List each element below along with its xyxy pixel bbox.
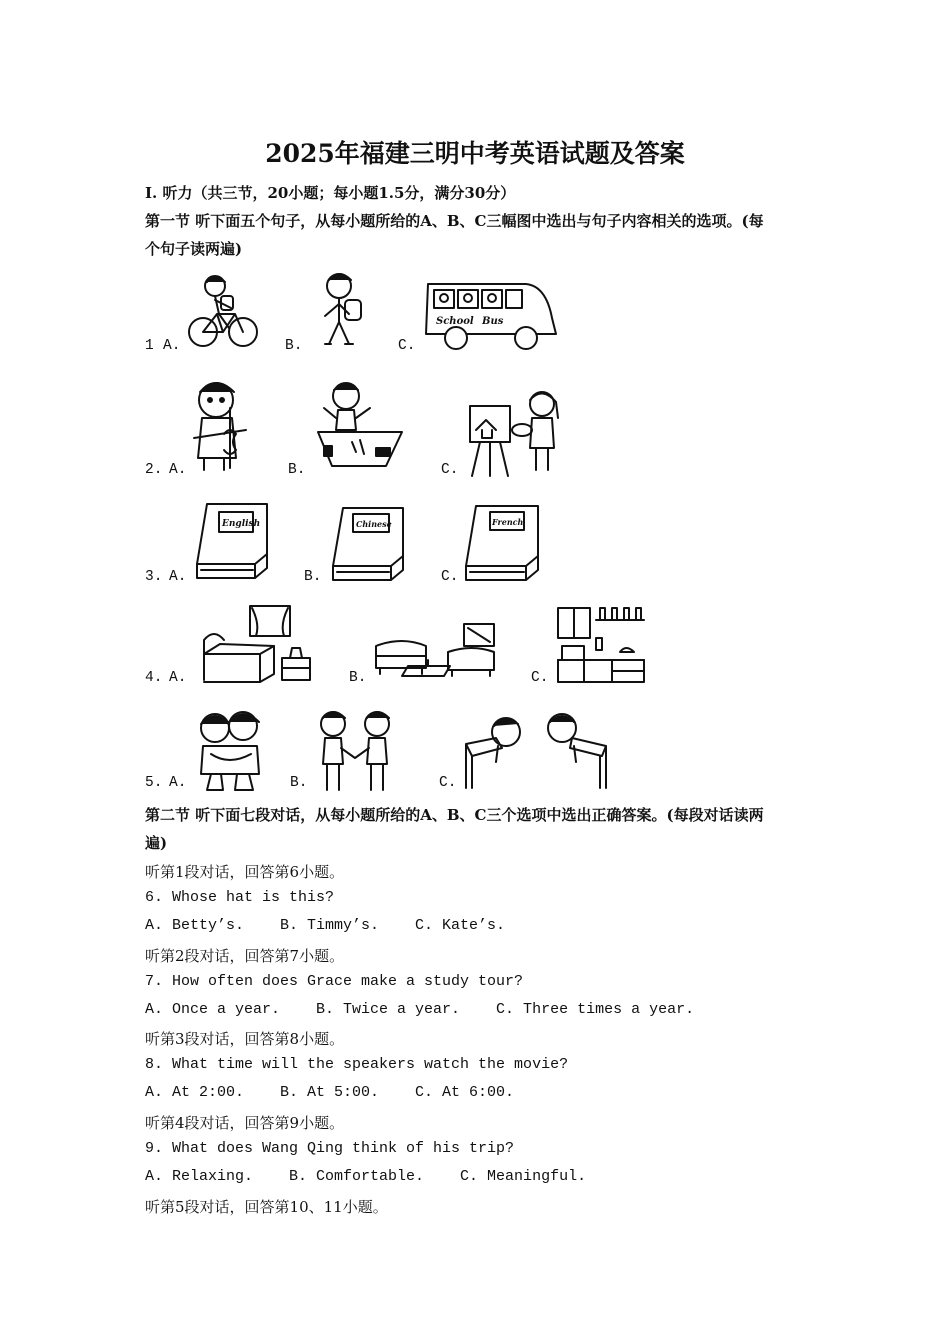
bus-text: School xyxy=(436,316,474,327)
french-book-icon xyxy=(462,502,542,584)
option-label: A. xyxy=(169,569,187,585)
answer-options: A. Betty’s. B. Timmy’s. C. Kate’s. xyxy=(145,917,506,934)
bus-text: Bus xyxy=(482,316,504,327)
option-label: C. xyxy=(441,462,459,478)
part2-instruction: 第二节 听下面七段对话，从每小题所给的A、B、C三个选项中选出正确答案。(每段对话读两 xyxy=(145,806,764,824)
question-text: 8. What time will the speakers watch the movie? xyxy=(145,1056,569,1073)
boy-playing-cello-icon xyxy=(190,378,252,474)
part1-instruction: 第一节 听下面五个句子，从每小题所给的A、B、C三幅图中选出与句子内容相关的选项。(每 xyxy=(145,212,764,230)
boy-riding-bike-icon xyxy=(185,272,260,354)
book-title: Chinese xyxy=(356,519,392,529)
living-room-icon xyxy=(372,622,500,686)
page-title: 2025年福建三明中考英语试题及答案 xyxy=(265,139,685,168)
girl-painting-at-easel-icon xyxy=(466,386,566,478)
answer-options: A. At 2:00. B. At 5:00. C. At 6:00. xyxy=(145,1084,515,1101)
book-title: English xyxy=(222,519,261,529)
answer-options: A. Once a year. B. Twice a year. C. Three times a year. xyxy=(145,1001,695,1018)
option-label: C. xyxy=(439,775,457,791)
english-book-icon xyxy=(193,500,271,582)
book-title: French xyxy=(492,517,524,527)
question-number: 1 xyxy=(145,338,154,354)
question-text: 9. What does Wang Qing think of his trip? xyxy=(145,1140,515,1157)
option-label: A. xyxy=(169,670,187,686)
chinese-book-icon xyxy=(329,504,407,584)
people-shaking-hands-icon xyxy=(313,708,397,792)
option-label: A. xyxy=(169,775,187,791)
school-bus-icon xyxy=(422,278,562,354)
question-number: 4. xyxy=(145,670,163,686)
question-number: 2. xyxy=(145,462,163,478)
dialogue-intro: 听第2段对话，回答第7小题。 xyxy=(145,947,345,965)
option-label: C. xyxy=(398,338,416,354)
option-label: B. xyxy=(288,462,306,478)
question-text: 6. Whose hat is this? xyxy=(145,889,335,906)
option-label: B. xyxy=(304,569,322,585)
option-label: A. xyxy=(163,338,181,354)
dialogue-intro: 听第3段对话，回答第8小题。 xyxy=(145,1030,345,1048)
dialogue-intro: 听第4段对话，回答第9小题。 xyxy=(145,1114,345,1132)
kitchen-icon xyxy=(554,604,649,686)
option-label: C. xyxy=(531,670,549,686)
section-heading-listening: Ⅰ. 听力（共三节，20小题；每小题1.5分，满分30分） xyxy=(145,184,516,202)
bedroom-icon xyxy=(200,604,315,686)
question-number: 5. xyxy=(145,775,163,791)
question-number: 3. xyxy=(145,569,163,585)
boy-walking-icon xyxy=(315,270,370,352)
boy-painting-icon xyxy=(316,378,411,468)
dialogue-intro: 听第5段对话，回答第10、11小题。 xyxy=(145,1198,388,1216)
option-label: C. xyxy=(441,569,459,585)
option-label: A. xyxy=(169,462,187,478)
option-label: B. xyxy=(349,670,367,686)
question-text: 7. How often does Grace make a study tour? xyxy=(145,973,524,990)
option-label: B. xyxy=(285,338,303,354)
dialogue-intro: 听第1段对话，回答第6小题。 xyxy=(145,863,345,881)
part1-instruction-cont: 个句子读两遍) xyxy=(145,240,243,258)
people-hugging-icon xyxy=(193,708,267,792)
answer-options: A. Relaxing. B. Comfortable. C. Meaningful. xyxy=(145,1168,587,1185)
people-bowing-icon xyxy=(462,708,612,790)
part2-instruction-cont: 遍) xyxy=(145,834,168,852)
option-label: B. xyxy=(290,775,308,791)
